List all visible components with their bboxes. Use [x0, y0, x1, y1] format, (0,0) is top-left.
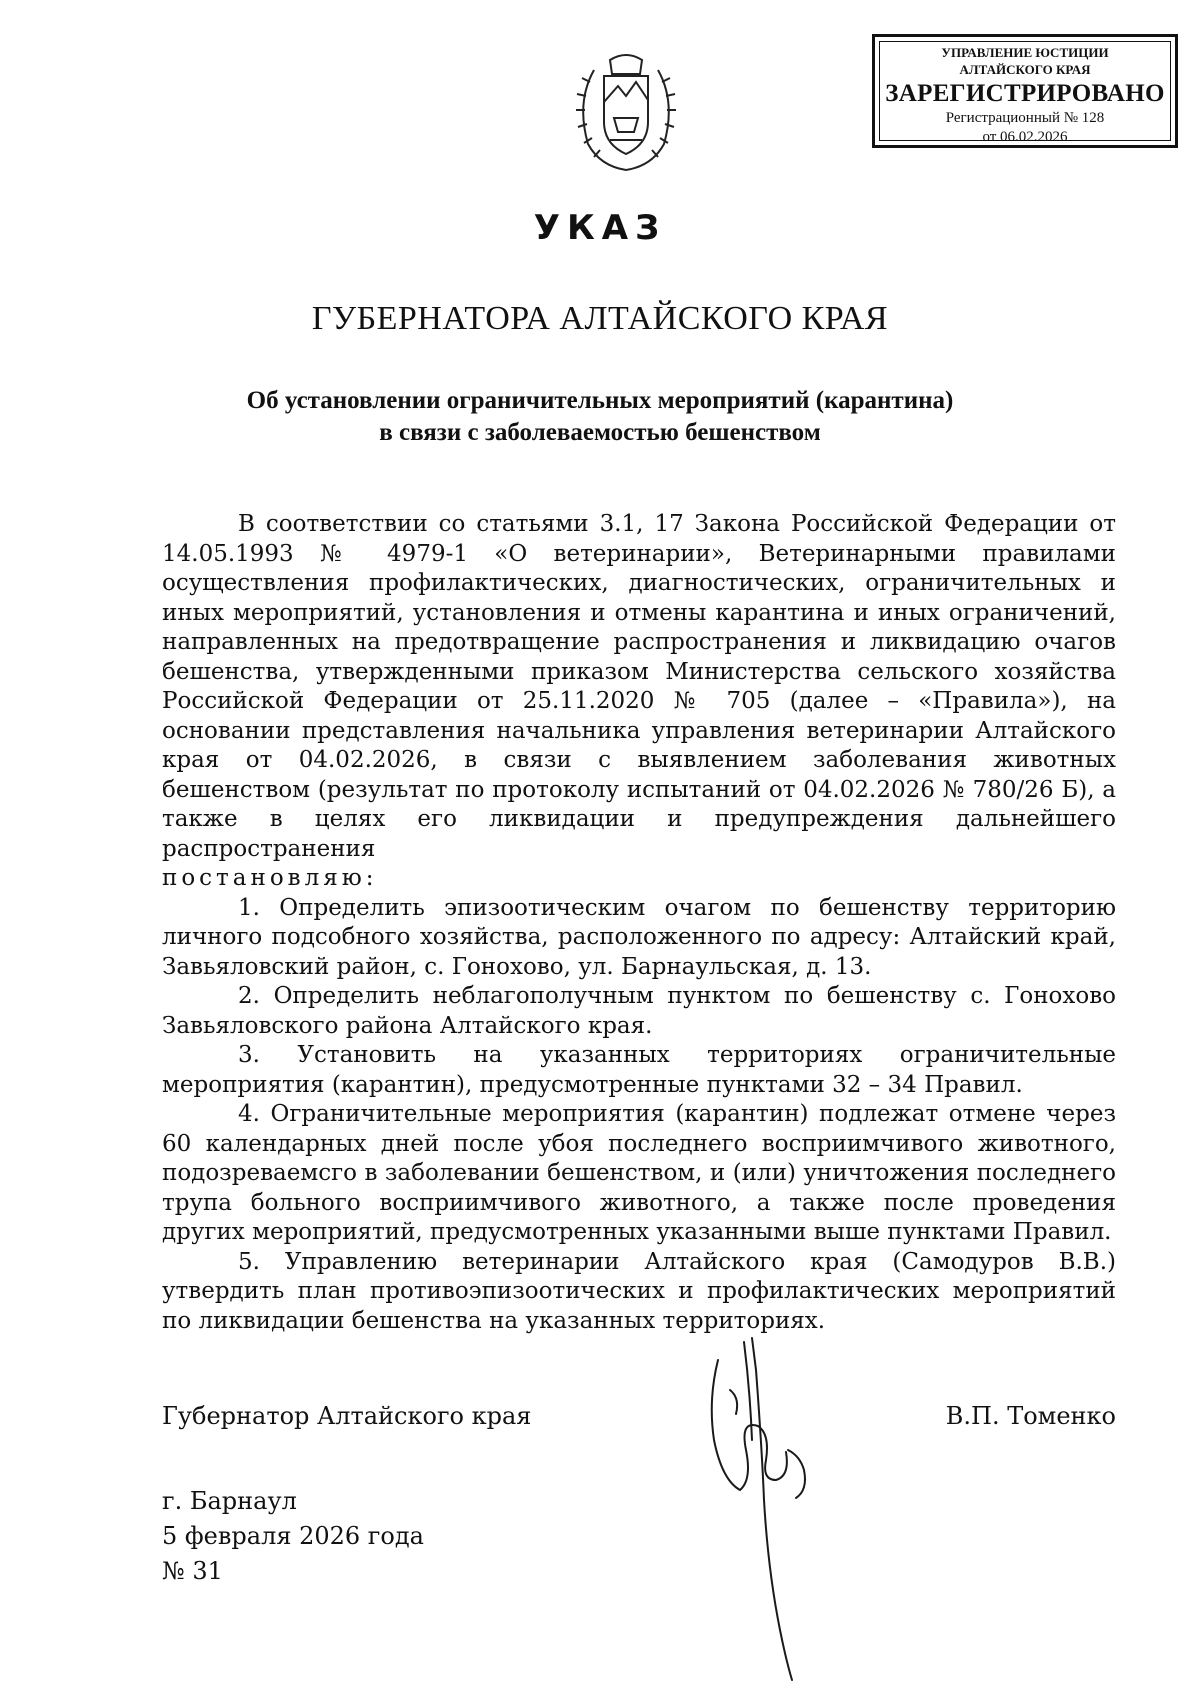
- place-date-number: [162, 1484, 424, 1589]
- issue-city: г. Барнаул: [162, 1487, 297, 1515]
- item-paragraph-4: 4. Ограничительные мероприятия (карантин) подлежат отмене через 60 календарных дней после убоя последнего восприимчивого животного, подозреваемсго в заболевании бешенством, и (или) уничтожения последнего трупа больного восприимчивого животного, а также после проведения других мероприятий, предусмотренных указанными выше пунктами Правил.: [162, 1101, 1116, 1245]
- document-heading: [150, 385, 1050, 449]
- issue-date: 5 февраля 2026 года: [162, 1522, 424, 1550]
- signatory-name: В.П. Томенко: [945, 1402, 1116, 1430]
- stamp-reg-date: от 06.02.2026: [982, 129, 1068, 145]
- heading-line-1: Об установлении ограничительных мероприятий (карантина): [246, 387, 954, 414]
- signatory-position: Губернатор Алтайского края: [162, 1402, 532, 1430]
- item-paragraph-3: 3. Установить на указанных территориях ограничительные мероприятия (карантин), предусмотренные пунктами 32 – 34 Правил.: [162, 1042, 1116, 1098]
- decree-number: № 31: [162, 1557, 223, 1585]
- item-paragraph-1: 1. Определить эпизоотическим очагом по бешенству территорию личного подсобного хозяйства, расположенного по адресу: Алтайский край, Завьяловский район, с. Гонохово, ул. Барнаульская, д. 13.: [162, 894, 1116, 980]
- document-type-title: УКАЗ: [533, 208, 667, 248]
- document-issuer: ГУБЕРНАТОРА АЛТАЙСКОГО КРАЯ: [311, 300, 889, 337]
- registration-stamp: [872, 34, 1178, 148]
- handwritten-signature-icon: [700, 1330, 840, 1690]
- stamp-org-line1: УПРАВЛЕНИЕ ЮСТИЦИИ: [941, 45, 1109, 60]
- document-body: [162, 510, 1116, 1336]
- item-paragraph-5: 5. Управлению ветеринарии Алтайского края (Самодуров В.В.) утвердить план противоэпизоотических и профилактических мероприятий по ликвидации бешенства на указанных территориях.: [162, 1248, 1116, 1334]
- stamp-reg-number: Регистрационный № 128: [945, 110, 1105, 126]
- coat-of-arms-icon: [566, 52, 686, 176]
- stamp-org-line2: АЛТАЙСКОГО КРАЯ: [959, 62, 1091, 77]
- decree-word-line: [162, 864, 1116, 894]
- decree-word: постановляю:: [162, 865, 378, 891]
- preamble-paragraph: В соответствии со статьями 3.1, 17 Закона Российской Федерации от 14.05.1993 № 4979-1 «О ветеринарии», Ветеринарными правилами осуществления профилактических, диагностических, ограничительных и иных мероприятий, установления и отмены карантина и иных ограничений, направленных на предотвращение распространения и ликвидацию очагов бешенства, утвержденными приказом Министерства сельского хозяйства Российской Федерации от 25.11.2020 № 705 (далее – «Правила»), на основании представления начальника управления ветеринарии Алтайского края от 04.02.2026, в связи с выявлением заболевания животных бешенством (результат по протоколу испытаний от 04.02.2026 № 780/26 Б), а также в целях его ликвидации и предупреждения дальнейшего распространения: [162, 511, 1116, 862]
- heading-line-2: в связи с заболеваемостью бешенством: [379, 419, 821, 446]
- item-paragraph-2: 2. Определить неблагополучным пунктом по бешенству с. Гонохово Завьяловского района Алтайского края.: [162, 983, 1116, 1039]
- stamp-inner-frame: [879, 41, 1171, 145]
- stamp-status: ЗАРЕГИСТРИРОВАНО: [885, 80, 1165, 107]
